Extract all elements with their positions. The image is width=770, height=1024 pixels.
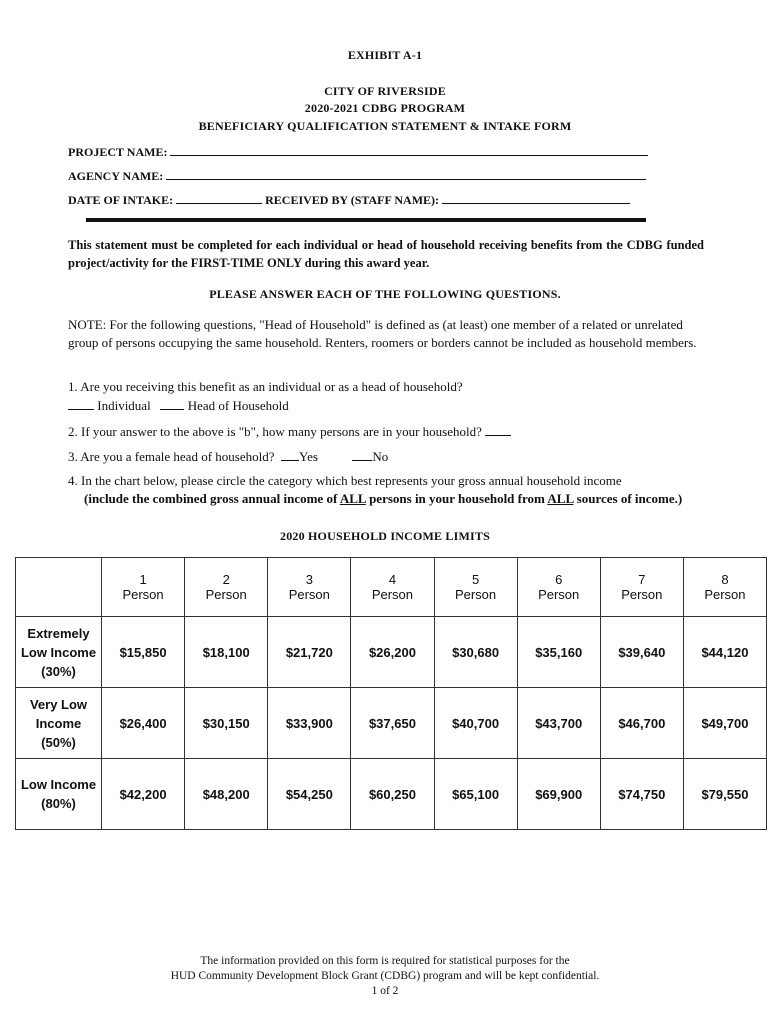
- col-header-4: 4 Person: [351, 558, 434, 617]
- received-by-label: RECEIVED BY (STAFF NAME):: [265, 193, 440, 207]
- question-3: [68, 448, 388, 465]
- col-header-7: 7 Person: [600, 558, 683, 617]
- row-label-very-low: Very Low Income (50%): [16, 688, 102, 759]
- income-cell[interactable]: $60,250: [351, 759, 434, 830]
- question-4-text: 4. In the chart below, please circle the category which best represents your gross annual household income: [68, 473, 622, 488]
- income-cell[interactable]: $43,700: [517, 688, 600, 759]
- q4-note-part-a: (include the combined gross annual income of: [84, 491, 340, 506]
- no-option: No: [372, 449, 389, 464]
- agency-name-line[interactable]: [166, 168, 646, 180]
- q4-note-part-c: sources of income.): [573, 491, 683, 506]
- agency-name-label: AGENCY NAME:: [68, 169, 164, 183]
- income-cell[interactable]: $15,850: [102, 617, 185, 688]
- col-header-6: 6 Person: [517, 558, 600, 617]
- income-cell[interactable]: $33,900: [268, 688, 351, 759]
- page-number: 1 of 2: [371, 985, 399, 997]
- question-4: [68, 472, 704, 508]
- table-row-low: [16, 759, 767, 830]
- income-cell[interactable]: $48,200: [185, 759, 268, 830]
- footer-line-1: The information provided on this form is required for statistical purposes for the: [200, 955, 570, 967]
- income-cell[interactable]: $65,100: [434, 759, 517, 830]
- program-name: 2020-2021 CDBG PROGRAM: [304, 101, 466, 115]
- income-cell[interactable]: $49,700: [683, 688, 766, 759]
- individual-option: Individual: [97, 398, 151, 413]
- head-of-household-option: Head of Household: [187, 398, 289, 413]
- row-label-extremely-low: Extremely Low Income (30%): [16, 617, 102, 688]
- income-cell[interactable]: $79,550: [683, 759, 766, 830]
- question-1-options: [68, 397, 289, 414]
- project-name-field[interactable]: [68, 144, 648, 160]
- row-label-low: Low Income (80%): [16, 759, 102, 830]
- q4-all-1: ALL: [339, 491, 366, 506]
- date-of-intake-line[interactable]: [176, 192, 262, 204]
- received-by-line[interactable]: [442, 192, 630, 204]
- col-header-3: 3 Person: [268, 558, 351, 617]
- income-cell[interactable]: $42,200: [102, 759, 185, 830]
- no-blank[interactable]: [352, 448, 372, 461]
- question-3-text: 3. Are you a female head of household?: [68, 449, 275, 464]
- exhibit-label: EXHIBIT A-1: [347, 48, 423, 62]
- statement-text: This statement must be completed for each individual or head of household receiving benefits from the CDBG funded project/activity for the FIRST-TIME ONLY during this award year.: [68, 238, 704, 270]
- note-text: NOTE: For the following questions, "Head of Household" is defined as (at least) one member of a related or unrelated group of persons occupying the same household. Renters, roomers or borders cannot be included as household members.: [68, 317, 697, 350]
- income-cell[interactable]: $21,720: [268, 617, 351, 688]
- income-cell[interactable]: $26,200: [351, 617, 434, 688]
- form-title: BENEFICIARY QUALIFICATION STATEMENT & INTAKE FORM: [198, 119, 572, 133]
- question-1: 1. Are you receiving this benefit as an individual or as a head of household?: [68, 379, 463, 394]
- question-2: [68, 423, 511, 440]
- table-row-very-low: [16, 688, 767, 759]
- household-size-blank[interactable]: [485, 423, 511, 436]
- project-name-line[interactable]: [170, 144, 648, 156]
- income-cell[interactable]: $39,640: [600, 617, 683, 688]
- question-4-note: [68, 490, 704, 508]
- individual-blank[interactable]: [68, 397, 94, 410]
- income-cell[interactable]: $69,900: [517, 759, 600, 830]
- agency-name-field[interactable]: [68, 168, 646, 184]
- income-limits-table: [15, 557, 767, 830]
- income-cell[interactable]: $30,680: [434, 617, 517, 688]
- question-2-text: 2. If your answer to the above is "b", how many persons are in your household?: [68, 424, 482, 439]
- income-cell[interactable]: $74,750: [600, 759, 683, 830]
- head-of-household-blank[interactable]: [160, 397, 184, 410]
- income-cell[interactable]: $26,400: [102, 688, 185, 759]
- yes-option: Yes: [298, 449, 318, 464]
- table-header-row: [16, 558, 767, 617]
- col-header-8: 8 Person: [683, 558, 766, 617]
- income-cell[interactable]: $40,700: [434, 688, 517, 759]
- income-cell[interactable]: $46,700: [600, 688, 683, 759]
- col-header-5: 5 Person: [434, 558, 517, 617]
- q4-note-part-b: persons in your household from: [365, 491, 548, 506]
- q4-all-2: ALL: [547, 491, 574, 506]
- project-name-label: PROJECT NAME:: [68, 145, 168, 159]
- yes-blank[interactable]: [281, 448, 299, 461]
- income-cell[interactable]: $54,250: [268, 759, 351, 830]
- instruction-heading: PLEASE ANSWER EACH OF THE FOLLOWING QUESTIONS.: [209, 287, 561, 301]
- section-divider: [86, 218, 646, 222]
- income-cell[interactable]: $18,100: [185, 617, 268, 688]
- date-received-field[interactable]: [68, 192, 630, 208]
- col-header-2: 2 Person: [185, 558, 268, 617]
- income-cell[interactable]: $44,120: [683, 617, 766, 688]
- city-name: CITY OF RIVERSIDE: [324, 84, 446, 98]
- income-table-title: 2020 HOUSEHOLD INCOME LIMITS: [280, 529, 490, 543]
- income-cell[interactable]: $35,160: [517, 617, 600, 688]
- date-of-intake-label: DATE OF INTAKE:: [68, 193, 174, 207]
- table-row-extremely-low: [16, 617, 767, 688]
- col-header-1: 1 Person: [102, 558, 185, 617]
- footer-line-2: HUD Community Development Block Grant (CDBG) program and will be kept confidential.: [170, 970, 600, 982]
- income-cell[interactable]: $37,650: [351, 688, 434, 759]
- income-cell[interactable]: $30,150: [185, 688, 268, 759]
- corner-cell: [16, 558, 102, 617]
